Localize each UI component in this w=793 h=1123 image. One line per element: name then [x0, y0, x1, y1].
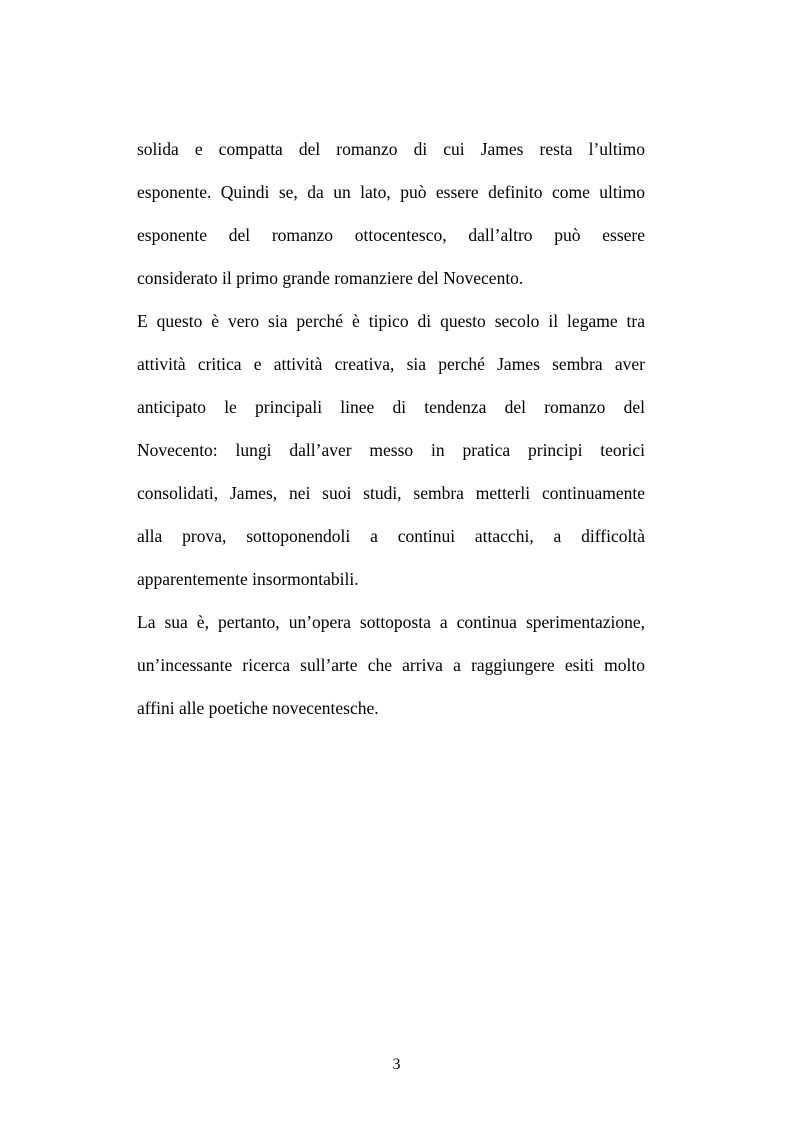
text-line: La sua è, pertanto, un’opera sottoposta a continua sperimentazione,: [137, 612, 645, 632]
paragraph-2: [137, 300, 645, 601]
page-number: 3: [392, 1056, 401, 1073]
text-line: Novecento: lungi dall’aver messo in pratica principi teorici: [137, 440, 645, 460]
paragraph-1: [137, 128, 645, 300]
text-line: apparentemente insormontabili.: [137, 569, 359, 589]
text-line: anticipato le principali linee di tendenza del romanzo del: [137, 397, 645, 417]
text-line: esponente. Quindi se, da un lato, può essere definito come ultimo: [137, 182, 645, 202]
text-line: un’incessante ricerca sull’arte che arriva a raggiungere esiti molto: [137, 655, 645, 675]
paragraph-3: [137, 601, 645, 730]
body-text: [137, 128, 645, 730]
text-line: solida e compatta del romanzo di cui James resta l’ultimo: [137, 139, 645, 159]
text-line: esponente del romanzo ottocentesco, dall’altro può essere: [137, 225, 645, 245]
text-line: alla prova, sottoponendoli a continui attacchi, a difficoltà: [137, 526, 645, 546]
text-line: considerato il primo grande romanziere del Novecento.: [137, 268, 524, 288]
text-line: E questo è vero sia perché è tipico di questo secolo il legame tra: [137, 311, 645, 331]
text-line: affini alle poetiche novecentesche.: [137, 698, 379, 718]
text-line: attività critica e attività creativa, sia perché James sembra aver: [137, 354, 645, 374]
text-line: consolidati, James, nei suoi studi, sembra metterli continuamente: [137, 483, 645, 503]
